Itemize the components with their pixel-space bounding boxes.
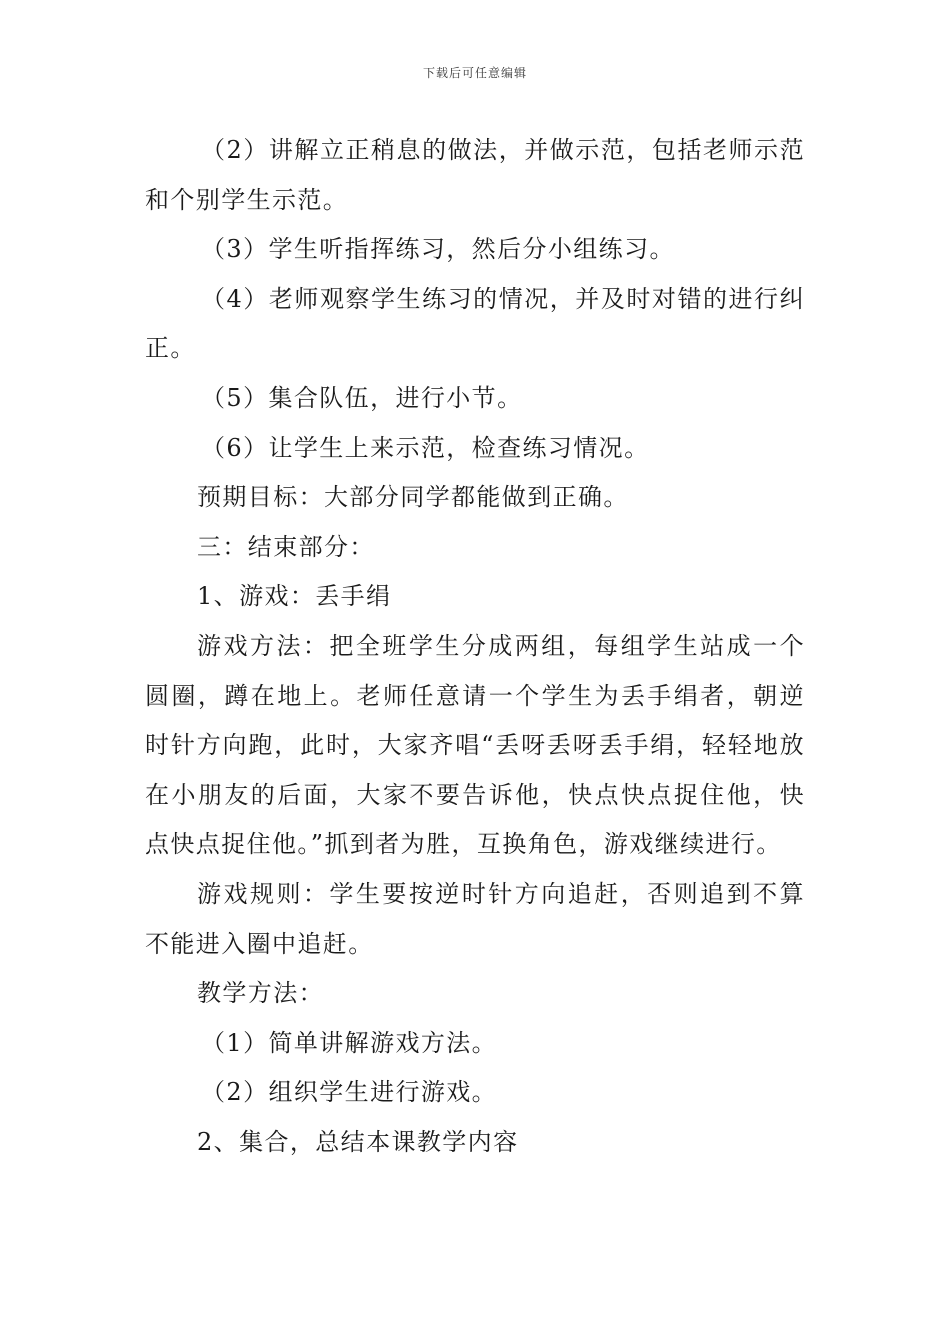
paragraph-expected-goal: 预期目标：大部分同学都能做到正确。 <box>197 483 629 512</box>
section-heading-ending: 三：结束部分： <box>197 532 375 561</box>
paragraph-teaching-step-2: （2）组织学生进行游戏。 <box>201 1078 498 1107</box>
paragraph-game-title: 1、游戏：丢手绢 <box>197 582 392 611</box>
document-body <box>145 126 805 1167</box>
paragraph-step-2: （2）讲解立正稍息的做法，并做示范，包括老师示范和个别学生示范。 <box>145 136 805 214</box>
paragraph-step-4: （4）老师观察学生练习的情况，并及时对错的进行纠正。 <box>145 284 805 363</box>
paragraph-teaching-method: 教学方法： <box>197 979 324 1008</box>
paragraph-game-rules: 游戏规则：学生要按逆时针方向追赶，否则追到不算不能进入圈中追赶。 <box>145 879 805 958</box>
paragraph-step-6: （6）让学生上来示范，检查练习情况。 <box>201 433 650 462</box>
paragraph-step-3: （3）学生听指挥练习，然后分小组练习。 <box>201 235 675 264</box>
paragraph-step-5: （5）集合队伍，进行小节。 <box>201 383 523 412</box>
paragraph-teaching-step-1: （1）简单讲解游戏方法。 <box>201 1028 498 1057</box>
paragraph-assemble-summary: 2、集合，总结本课教学内容 <box>197 1127 519 1156</box>
page-header-note: 下载后可任意编辑 <box>422 66 527 80</box>
paragraph-game-method: 游戏方法：把全班学生分成两组，每组学生站成一个圆圈，蹲在地上。老师任意请一个学生为丢手绢者，朝逆时针方向跑，此时，大家齐唱“丢呀丢呀丢手绢，轻轻地放在小朋友的后面，大家不要告诉他，快点快点捉住他，快点快点捉住他。”抓到者为胜，互换角色，游戏继续进行。 <box>145 631 805 859</box>
